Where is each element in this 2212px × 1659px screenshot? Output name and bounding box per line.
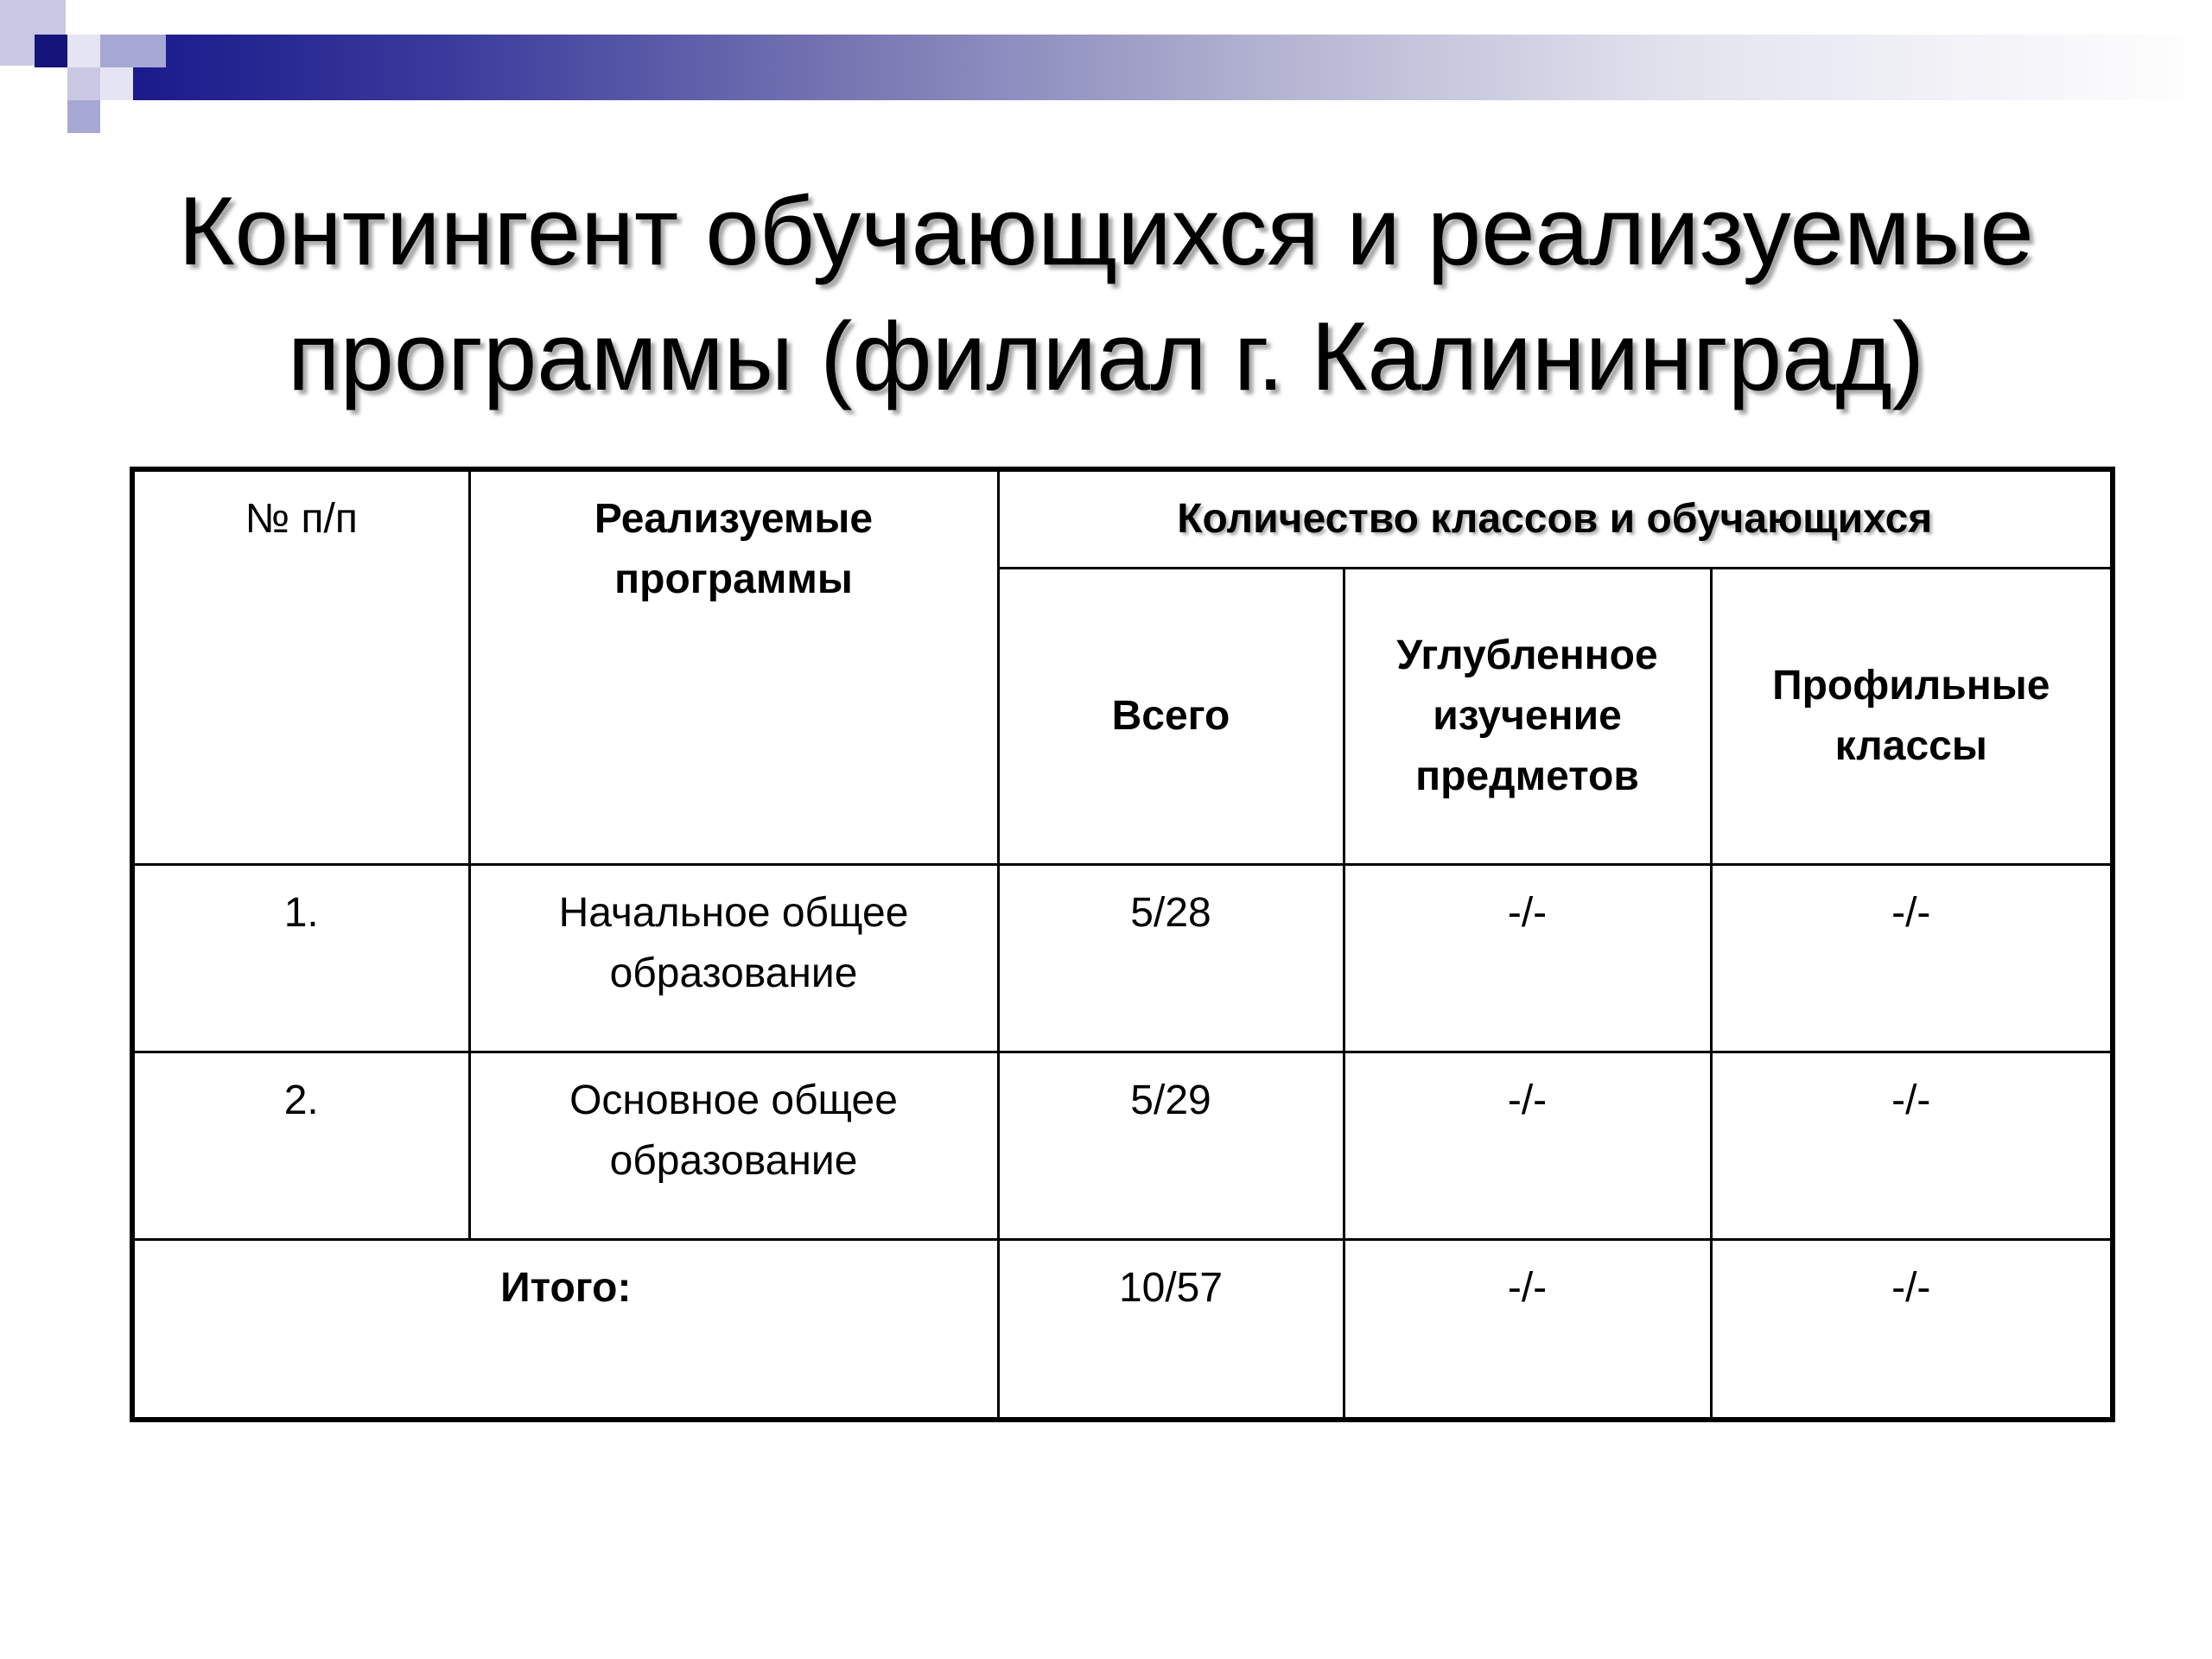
- cell-deep: -/-: [1344, 1052, 1711, 1240]
- cell-deep: -/-: [1344, 865, 1711, 1052]
- decor-square: [100, 35, 166, 67]
- slide-title-line-1: Контингент обучающихся и реализуемые: [178, 177, 2034, 285]
- decor-square: [100, 67, 133, 100]
- header-decoration: [0, 0, 2212, 138]
- header-num: № п/п: [132, 469, 469, 865]
- cell-program: Начальное общее образование: [469, 865, 998, 1052]
- cell-profile: -/-: [1711, 1052, 2113, 1240]
- summary-deep: -/-: [1344, 1240, 1711, 1421]
- decor-square: [35, 67, 69, 102]
- header-programs: Реализуемые программы: [469, 469, 998, 865]
- cell-num: 2.: [132, 1052, 469, 1240]
- table-row: [132, 1052, 2113, 1240]
- cell-total: 5/29: [998, 1052, 1344, 1240]
- summary-profile: -/-: [1711, 1240, 2113, 1421]
- cell-profile: -/-: [1711, 865, 2113, 1052]
- decor-square: [67, 35, 100, 67]
- contingent-table: [130, 467, 2115, 1422]
- header-total: Всего: [998, 569, 1344, 865]
- cell-num: 1.: [132, 865, 469, 1052]
- table-summary-row: [132, 1240, 2113, 1421]
- header-gradient-bar: [131, 35, 2212, 100]
- header-deep: Углубленное изучение предметов: [1344, 569, 1711, 865]
- decor-square: [67, 67, 100, 100]
- summary-total: 10/57: [998, 1240, 1344, 1421]
- decor-square: [67, 100, 100, 133]
- header-group: Количество классов и обучающихся: [998, 469, 2113, 569]
- cell-total: 5/28: [998, 865, 1344, 1052]
- decor-square: [67, 0, 133, 35]
- header-profile: Профильные классы: [1711, 569, 2113, 865]
- summary-label: Итого:: [132, 1240, 998, 1421]
- cell-program: Основное общее образование: [469, 1052, 998, 1240]
- slide-title: [86, 168, 2126, 419]
- decor-square: [35, 35, 69, 67]
- table-header-row: [132, 469, 2113, 569]
- slide-title-line-2: программы (филиал г. Калининград): [287, 302, 1925, 410]
- table-row: [132, 865, 2113, 1052]
